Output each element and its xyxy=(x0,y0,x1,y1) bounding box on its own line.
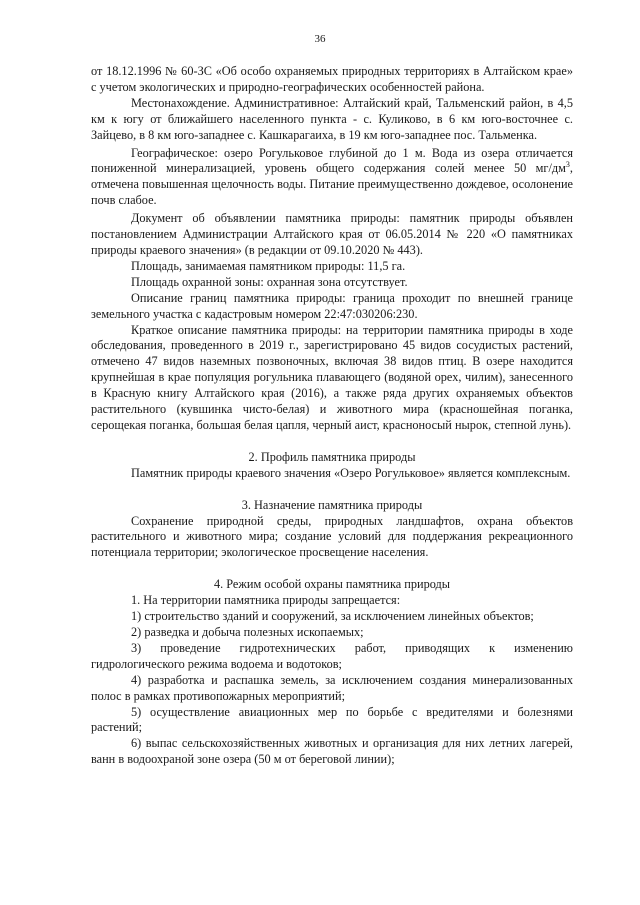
section-4-heading: 4. Режим особой охраны памятника природы xyxy=(213,577,451,592)
section-3-text: Сохранение природной среды, природных ландшафтов, охрана объектов растительного и животного мира; создание условий для поддержания рекреационного потенциала территории; экологическое просвещение населения. xyxy=(91,513,573,560)
list-item: 1) строительство зданий и сооружений, за исключением линейных объектов; xyxy=(131,609,534,624)
paragraph-declaration-document: Документ об объявлении памятника природы: памятник природы объявлен постановлением Администрации Алтайского края от 06.05.2014 № 220 «О памятниках природы краевого значения» (в редакции от 09.10.2020 № 443). xyxy=(91,211,573,257)
section-2-text: Памятник природы краевого значения «Озеро Рогульковое» является комплексным. xyxy=(131,465,571,480)
section-2-heading: 2. Профиль памятника природы xyxy=(248,449,416,464)
document-body xyxy=(91,64,573,768)
paragraph-location: Местонахождение. Административное: Алтайский край, Тальменский район, в 4,5 км к югу от ближайшего населенного пункта - с. Куликово, в 6 км юго-восточнее с. Зайцево, в 8 км юго-западнее с. Кашкарагаиха, в 19 км юго-западнее пос. Тальменка. xyxy=(91,95,573,142)
paragraph-brief-description: Краткое описание памятника природы: на территории памятника природы в ходе обследования, проведенного в 2019 г., зарегистрировано 45 видов сосудистых растений, отмечено 47 видов наземных позвоночных, включая 38 видов птиц. В озере находится крупнейшая в крае популяция рогульника плавающего (водяной орех, чилим), занесенного в Красную книгу Алтайского края (2016), а также ряда других охраняемых объектов растительного (кувшинка чисто-белая) и животного мира (красношейная поганка, серощекая поганка, большая белая цапля, черный аист, красноносый нырок, степной лунь). xyxy=(91,322,573,432)
paragraph-buffer-zone: Площадь охранной зоны: охранная зона отсутствует. xyxy=(131,274,408,289)
geographic-text-tail: , отмечена повышенная щелочность воды. Питание преимущественно дождевое, осолонение почв слабое. xyxy=(91,161,573,208)
paragraph-boundaries: Описание границ памятника природы: граница проходит по внешней границе земельного участка с кадастровым номером 22:47:030206:230. xyxy=(91,290,573,321)
list-item: 4) разработка и распашка земель, за исключением создания минерализованных полос в рамках противопожарных мероприятий; xyxy=(91,672,573,703)
list-item: 5) осуществление авиационных мер по борьбе с вредителями и болезнями растений; xyxy=(91,704,573,735)
page-number: 36 xyxy=(314,33,326,45)
section-3-heading: 3. Назначение памятника природы xyxy=(241,497,423,512)
list-item: 6) выпас сельскохозяйственных животных и организация для них летних лагерей, ванн в водоохраной зоне озера (50 м от береговой линии); xyxy=(91,736,573,767)
paragraph-geographic xyxy=(91,146,573,210)
section-4-intro: 1. На территории памятника природы запрещается: xyxy=(131,593,401,608)
paragraph-law-reference: от 18.12.1996 № 60-ЗС «Об особо охраняемых природных территориях в Алтайском крае» с учетом экологических и природно-географических особенностей района. xyxy=(91,64,573,94)
list-item: 3) проведение гидротехнических работ, приводящих к изменению гидрологического режима водоема и водотоков; xyxy=(91,640,573,671)
paragraph-area: Площадь, занимаемая памятником природы: 11,5 га. xyxy=(131,258,406,273)
geographic-text: Географическое: озеро Рогульковое глубиной до 1 м. Вода из озера отличается пониженной минерализацией, уровень общего содержания солей менее 50 мг/дм xyxy=(91,145,573,176)
list-item: 2) разведка и добыча полезных ископаемых; xyxy=(131,625,364,639)
unit-superscript: 3 xyxy=(565,160,570,170)
